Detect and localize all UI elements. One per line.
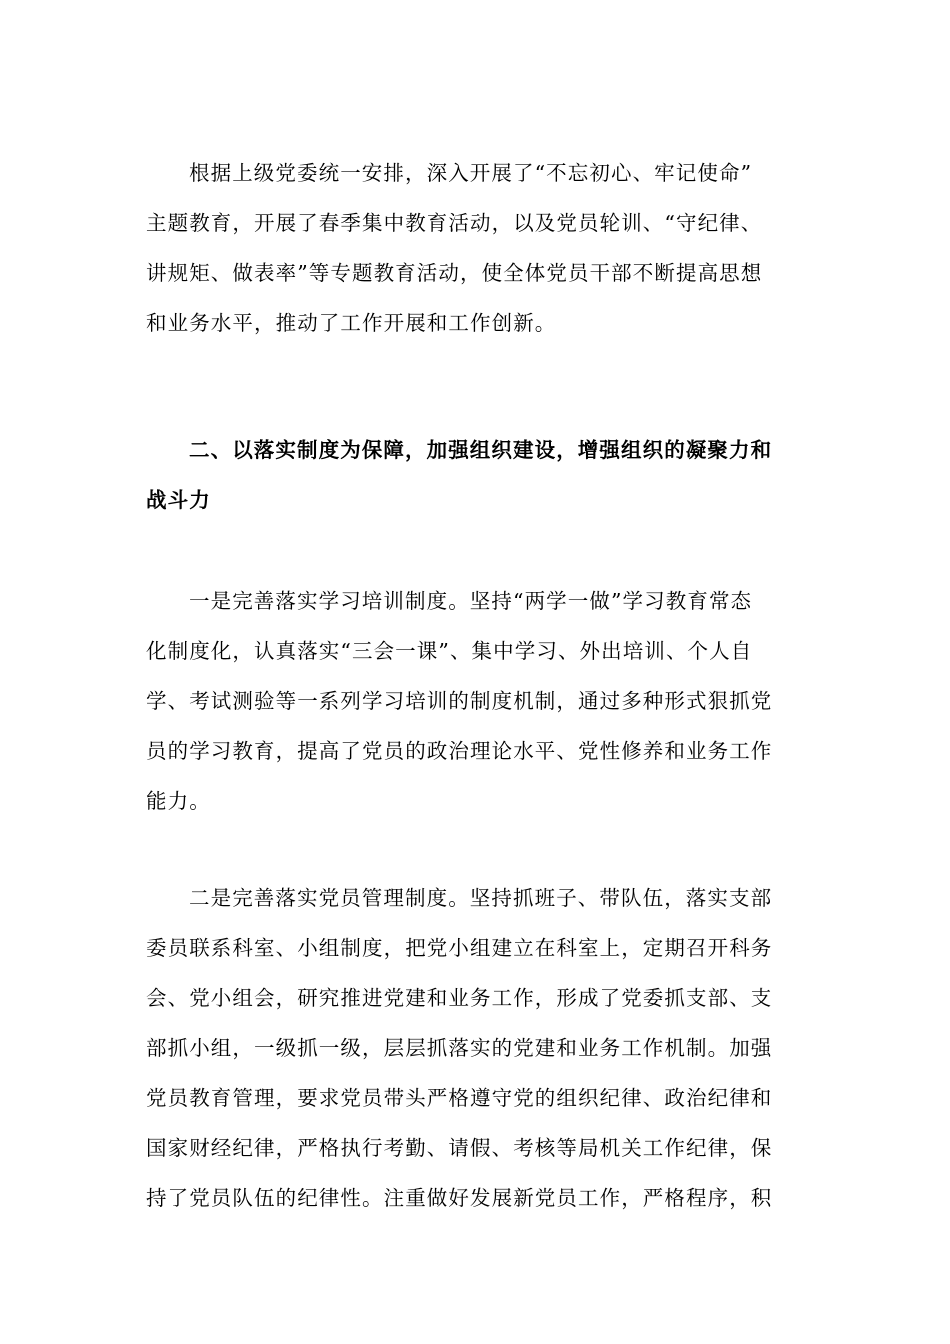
- paragraph-theme-education: [146, 148, 806, 348]
- text-line: 和业务水平，推动了工作开展和工作创新。: [146, 311, 557, 335]
- paragraph-member-management: [146, 873, 806, 1223]
- text-line: 部抓小组，一级抓一级，层层抓落实的党建和业务工作机制。加强: [146, 1036, 773, 1060]
- text-line: 员的学习教育，提高了党员的政治理论水平、党性修养和业务工作: [146, 739, 773, 763]
- text-line: 党员教育管理，要求党员带头严格遵守党的组织纪律、政治纪律和: [146, 1086, 773, 1110]
- text-line: 主题教育，开展了春季集中教育活动，以及党员轮训、“守纪律、: [146, 211, 763, 235]
- text-line: 持了党员队伍的纪律性。注重做好发展新党员工作，严格程序，积: [146, 1186, 773, 1210]
- text-line: 讲规矩、做表率”等专题教育活动，使全体党员干部不断提高思想: [146, 261, 763, 285]
- paragraph-study-training: [146, 576, 806, 826]
- heading-line: 战斗力: [146, 488, 211, 512]
- text-line: 一是完善落实学习培训制度。坚持“两学一做”学习教育常态: [189, 589, 753, 613]
- section-heading-two: [146, 425, 806, 525]
- text-line: 二是完善落实党员管理制度。坚持抓班子、带队伍，落实支部: [189, 886, 773, 910]
- text-line: 学、考试测验等一系列学习培训的制度机制，通过多种形式狠抓党: [146, 689, 773, 713]
- heading-line: 二、以落实制度为保障，加强组织建设，增强组织的凝聚力和: [189, 438, 773, 462]
- text-line: 根据上级党委统一安排，深入开展了“不忘初心、牢记使命”: [189, 161, 753, 185]
- text-line: 化制度化，认真落实“三会一课”、集中学习、外出培训、个人自: [146, 639, 753, 663]
- text-line: 委员联系科室、小组制度，把党小组建立在科室上，定期召开科务: [146, 936, 773, 960]
- text-line: 能力。: [146, 789, 211, 813]
- text-line: 国家财经纪律，严格执行考勤、请假、考核等局机关工作纪律，保: [146, 1136, 773, 1160]
- text-line: 会、党小组会，研究推进党建和业务工作，形成了党委抓支部、支: [146, 986, 773, 1010]
